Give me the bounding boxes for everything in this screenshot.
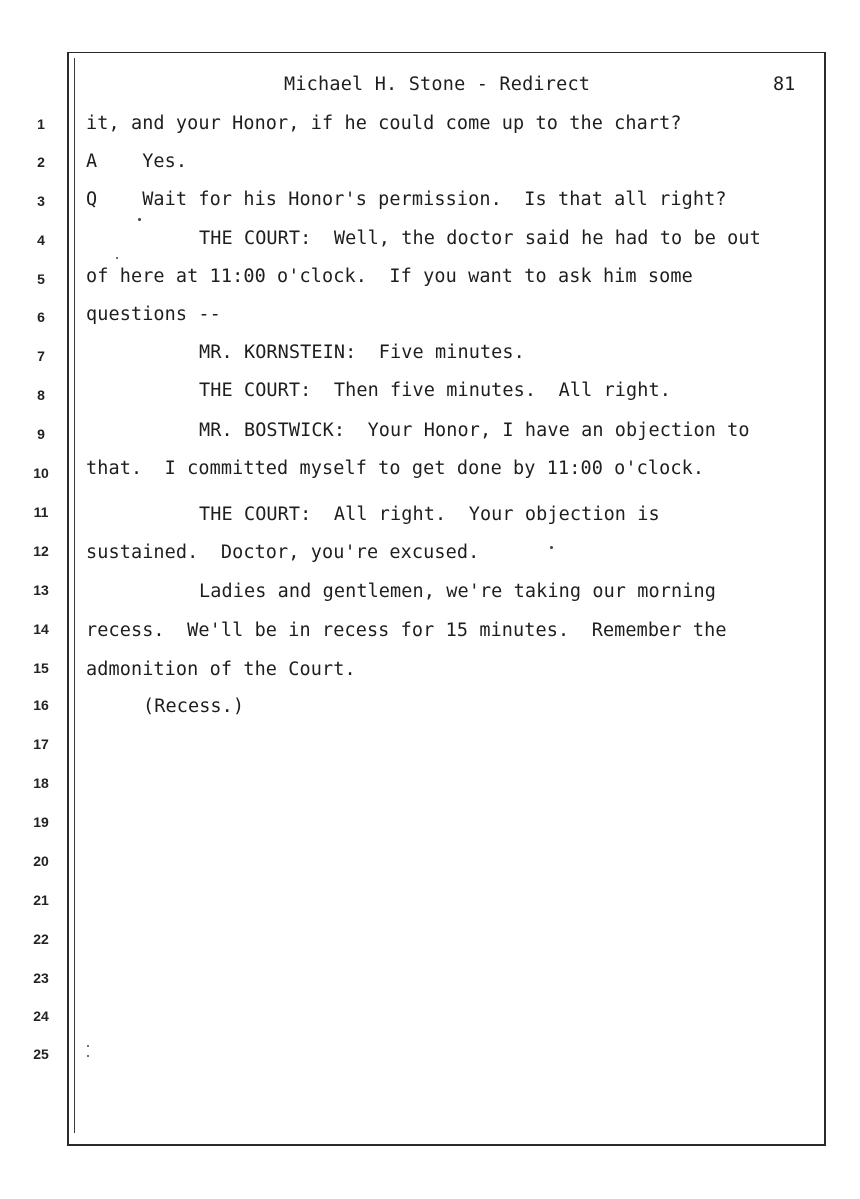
line-number: 13 <box>33 582 49 598</box>
line-number: 12 <box>33 543 49 559</box>
line-number: 16 <box>33 697 49 713</box>
transcript-line: A Yes. <box>86 151 188 172</box>
transcript-line: THE COURT: Then five minutes. All right. <box>199 380 671 401</box>
transcript-line: recess. We'll be in recess for 15 minutes. Remember the <box>86 620 727 641</box>
line-number: 6 <box>37 309 45 325</box>
transcript-line: MR. BOSTWICK: Your Honor, I have an objection to <box>199 420 750 441</box>
transcript-line: MR. KORNSTEIN: Five minutes. <box>199 342 525 363</box>
transcript-line: that. I committed myself to get done by 11:00 o'clock. <box>86 458 705 479</box>
line-number: 7 <box>37 348 45 364</box>
transcript-line: questions -- <box>86 304 221 325</box>
line-number: 22 <box>33 931 49 947</box>
line-number: 14 <box>33 621 49 637</box>
transcript-line: of here at 11:00 o'clock. If you want to ask him some <box>86 266 693 287</box>
scan-speck <box>116 257 118 259</box>
line-number: 23 <box>33 970 49 986</box>
scan-speck <box>138 218 141 221</box>
transcript-line: it, and your Honor, if he could come up to the chart? <box>86 113 682 134</box>
line-number: 1 <box>37 116 45 132</box>
line-number: 8 <box>37 387 45 403</box>
line-number: 10 <box>33 465 49 481</box>
line-number: 21 <box>33 892 49 908</box>
transcript-line: Ladies and gentlemen, we're taking our morning <box>199 581 716 602</box>
line-number: 4 <box>37 232 45 248</box>
transcript-line: admonition of the Court. <box>86 659 356 680</box>
transcript-line: THE COURT: Well, the doctor said he had to be out <box>199 228 761 249</box>
transcript-line: sustained. Doctor, you're excused. <box>86 542 480 563</box>
line-number: 2 <box>37 154 45 170</box>
line-number: 5 <box>37 271 45 287</box>
transcript-line: (Recess.) <box>143 696 245 717</box>
line-number: 11 <box>33 504 49 520</box>
line-number: 15 <box>33 660 49 676</box>
line-number: 9 <box>37 426 45 442</box>
transcript-line: Q Wait for his Honor's permission. Is that all right? <box>86 189 727 210</box>
page-title: Michael H. Stone - Redirect <box>284 74 591 95</box>
line-number: 3 <box>37 193 45 209</box>
line-number: 20 <box>33 853 49 869</box>
line-number: 17 <box>33 736 49 752</box>
line-number: 18 <box>33 775 49 791</box>
page-number: 81 <box>773 74 796 95</box>
margin-rule <box>74 58 75 1133</box>
line-number: 25 <box>33 1046 49 1062</box>
scan-speck <box>87 1045 89 1047</box>
transcript-line: THE COURT: All right. Your objection is <box>199 504 660 525</box>
scan-speck <box>550 546 553 549</box>
scan-speck <box>87 1055 89 1057</box>
line-number: 19 <box>33 814 49 830</box>
line-number: 24 <box>33 1008 49 1024</box>
